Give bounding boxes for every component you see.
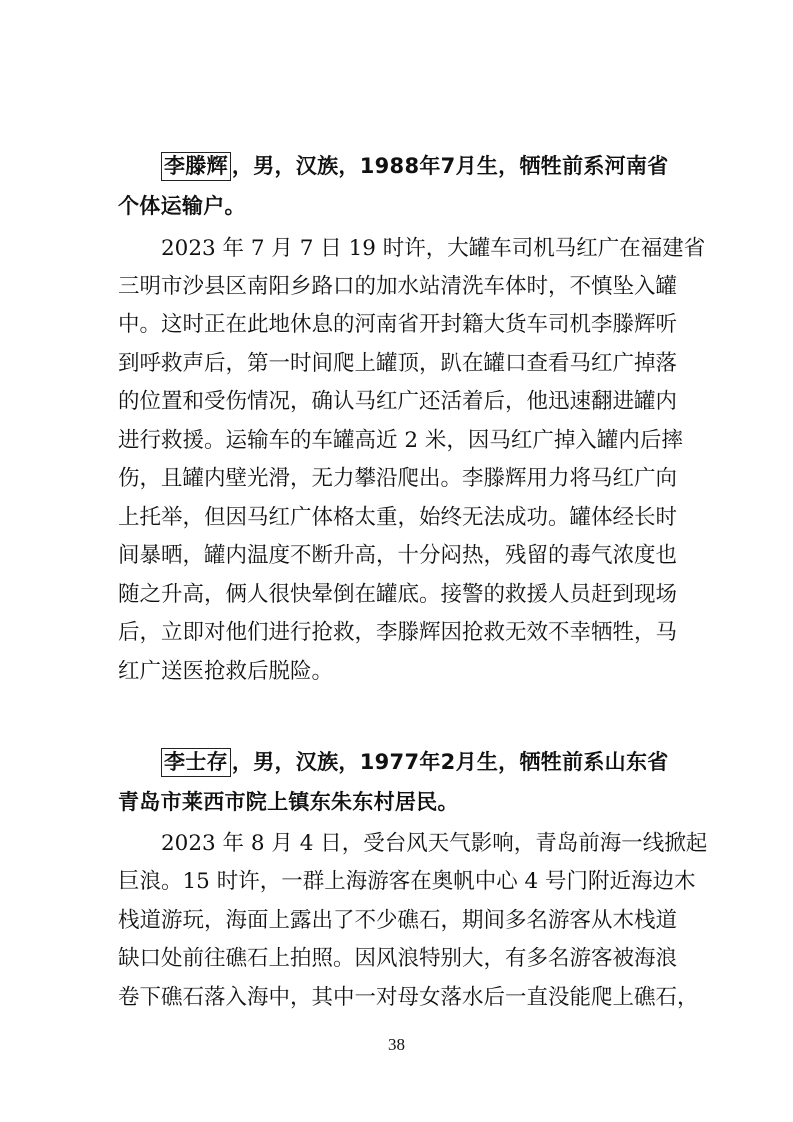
paragraph-line: 到呼救声后，第一时间爬上罐顶，趴在罐口查看马红广掉落 [118,351,678,376]
paragraph-line: 上托举，但因马红广体格太重，始终无法成功。罐体经长时 [118,505,678,530]
paragraph-line: 缺口处前往礁石上拍照。因风浪特别大，有多名游客被海浪 [118,946,678,971]
paragraph-line: 伤，且罐内壁光滑，无力攀沿爬出。李滕辉用力将马红广向 [118,466,678,491]
paragraph-line: 栈道游玩，海面上露出了不少礁石，期间多名游客从木栈道 [118,908,678,933]
paragraph-line: 红广送医抢救后脱险。 [118,659,334,684]
entry-heading-rest: ，男，汉族，1977年2月生，牺牲前系山东省 [231,750,669,774]
paragraph-line: 随之升高，俩人很快晕倒在罐底。接警的救援人员赶到现场 [118,582,678,607]
paragraph-line: 2023 年 7 月 7 日 19 时许，大罐车司机马红广在福建省 [161,236,706,261]
paragraph-line: 后，立即对他们进行抢救，李滕辉因抢救无效不幸牺牲，马 [118,620,678,645]
entry-heading-rest: ，男，汉族，1988年7月生，牺牲前系河南省 [231,154,669,178]
paragraph-line: 巨浪。15 时许，一群上海游客在奥帆中心 4 号门附近海边木 [118,869,696,894]
paragraph-line: 进行救援。运输车的车罐高近 2 米，因马红广掉入罐内后摔 [118,428,683,453]
entry-heading-line2: 个体运输户。 [118,194,246,218]
person-name-box: 李滕辉 [161,152,231,181]
paragraph-line: 的位置和受伤情况，确认马红广还活着后，他迅速翻进罐内 [118,389,678,414]
entry-heading-line2: 青岛市莱西市院上镇东朱东村居民。 [118,790,459,814]
paragraph-line: 2023 年 8 月 4 日，受台风天气影响，青岛前海一线掀起 [161,831,708,856]
page-number: 38 [388,1035,405,1054]
person-name-box: 李士存 [161,748,231,777]
paragraph-line: 三明市沙县区南阳乡路口的加水站清洗车体时，不慎坠入罐 [118,274,678,299]
entry-heading-line1 [164,150,669,180]
entry-heading-line1 [164,746,669,776]
paragraph-line: 卷下礁石落入海中，其中一对母女落水后一直没能爬上礁石， [118,985,699,1010]
paragraph-line: 中。这时正在此地休息的河南省开封籍大货车司机李滕辉听 [118,312,678,337]
paragraph-line: 间暴晒，罐内温度不断升高，十分闷热，残留的毒气浓度也 [118,543,678,568]
